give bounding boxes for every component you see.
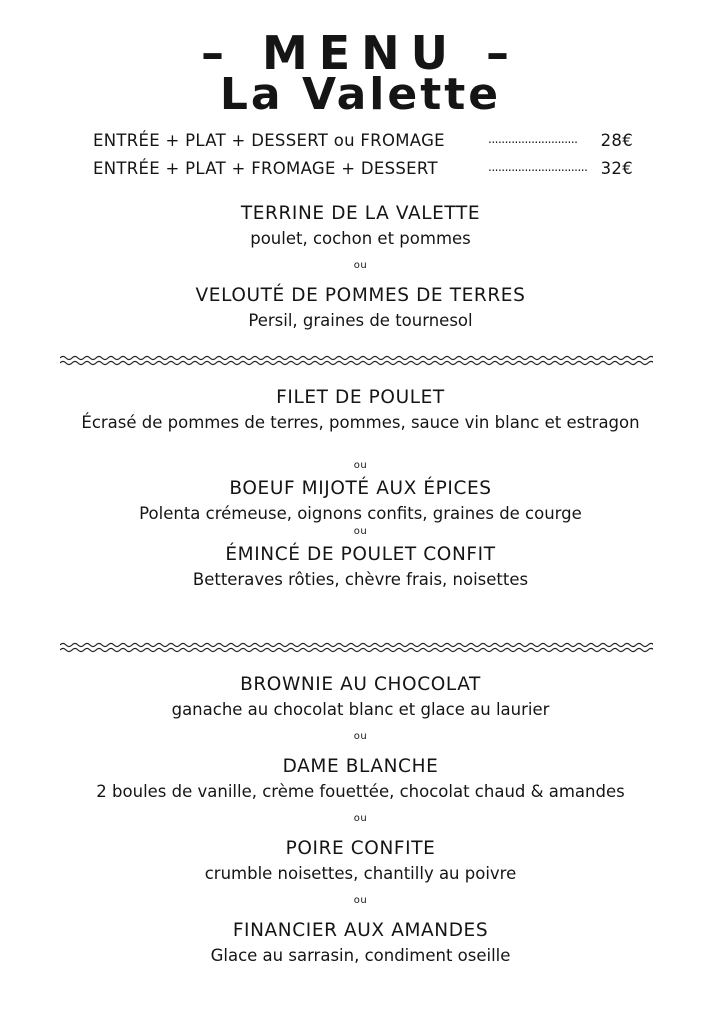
- formula-price: 32€: [600, 159, 633, 178]
- dish-description: Glace au sarrasin, condiment oseille: [210, 946, 511, 965]
- dish-description: ganache au chocolat blanc et glace au laurier: [171, 700, 550, 719]
- formula-dots: ..............................: [488, 160, 588, 174]
- wave-divider: [60, 354, 653, 368]
- formula-price: 28€: [600, 131, 633, 150]
- separator-ou: ou: [353, 526, 368, 537]
- dish-name: BROWNIE AU CHOCOLAT: [240, 674, 481, 695]
- dish-description: Persil, graines de tournesol: [248, 311, 473, 330]
- separator-ou: ou: [353, 260, 368, 271]
- wave-line: [60, 643, 653, 646]
- separator-ou: ou: [353, 731, 368, 742]
- formula-dots: ...........................: [488, 132, 578, 146]
- dish-name: TERRINE DE LA VALETTE: [240, 203, 481, 224]
- dish-description: crumble noisettes, chantilly au poivre: [204, 864, 517, 883]
- restaurant-name: La Valette: [219, 69, 502, 120]
- dish-description: Polenta crémeuse, oignons confits, graines de courge: [139, 504, 582, 523]
- separator-ou: ou: [353, 895, 368, 906]
- formula-row: [93, 158, 633, 180]
- formula-label: ENTRÉE + PLAT + FROMAGE + DESSERT: [93, 159, 438, 178]
- wave-divider: [60, 641, 653, 655]
- dish-name: VELOUTÉ DE POMMES DE TERRES: [195, 285, 526, 306]
- formula-label: ENTRÉE + PLAT + DESSERT ou FROMAGE: [93, 131, 445, 150]
- dish-name: ÉMINCÉ DE POULET CONFIT: [225, 544, 496, 565]
- dish-name: DAME BLANCHE: [282, 756, 439, 777]
- wave-line: [60, 356, 653, 359]
- dish-description: Betteraves rôties, chèvre frais, noisettes: [192, 570, 529, 589]
- wave-line: [60, 361, 653, 364]
- separator-ou: ou: [353, 460, 368, 471]
- dish-description: 2 boules de vanille, crème fouettée, chocolat chaud & amandes: [96, 782, 625, 801]
- separator-ou: ou: [353, 813, 368, 824]
- formula-row: [93, 130, 633, 152]
- dish-name: BOEUF MIJOTÉ AUX ÉPICES: [229, 478, 492, 499]
- menu-title: – MENU –: [200, 26, 521, 80]
- dish-description: poulet, cochon et pommes: [250, 229, 471, 248]
- dish-name: POIRE CONFITE: [285, 838, 436, 859]
- dish-name: FILET DE POULET: [276, 387, 445, 408]
- dish-name: FINANCIER AUX AMANDES: [232, 920, 489, 941]
- dish-description: Écrasé de pommes de terres, pommes, sauce vin blanc et estragon: [81, 413, 640, 432]
- wave-line: [60, 648, 653, 651]
